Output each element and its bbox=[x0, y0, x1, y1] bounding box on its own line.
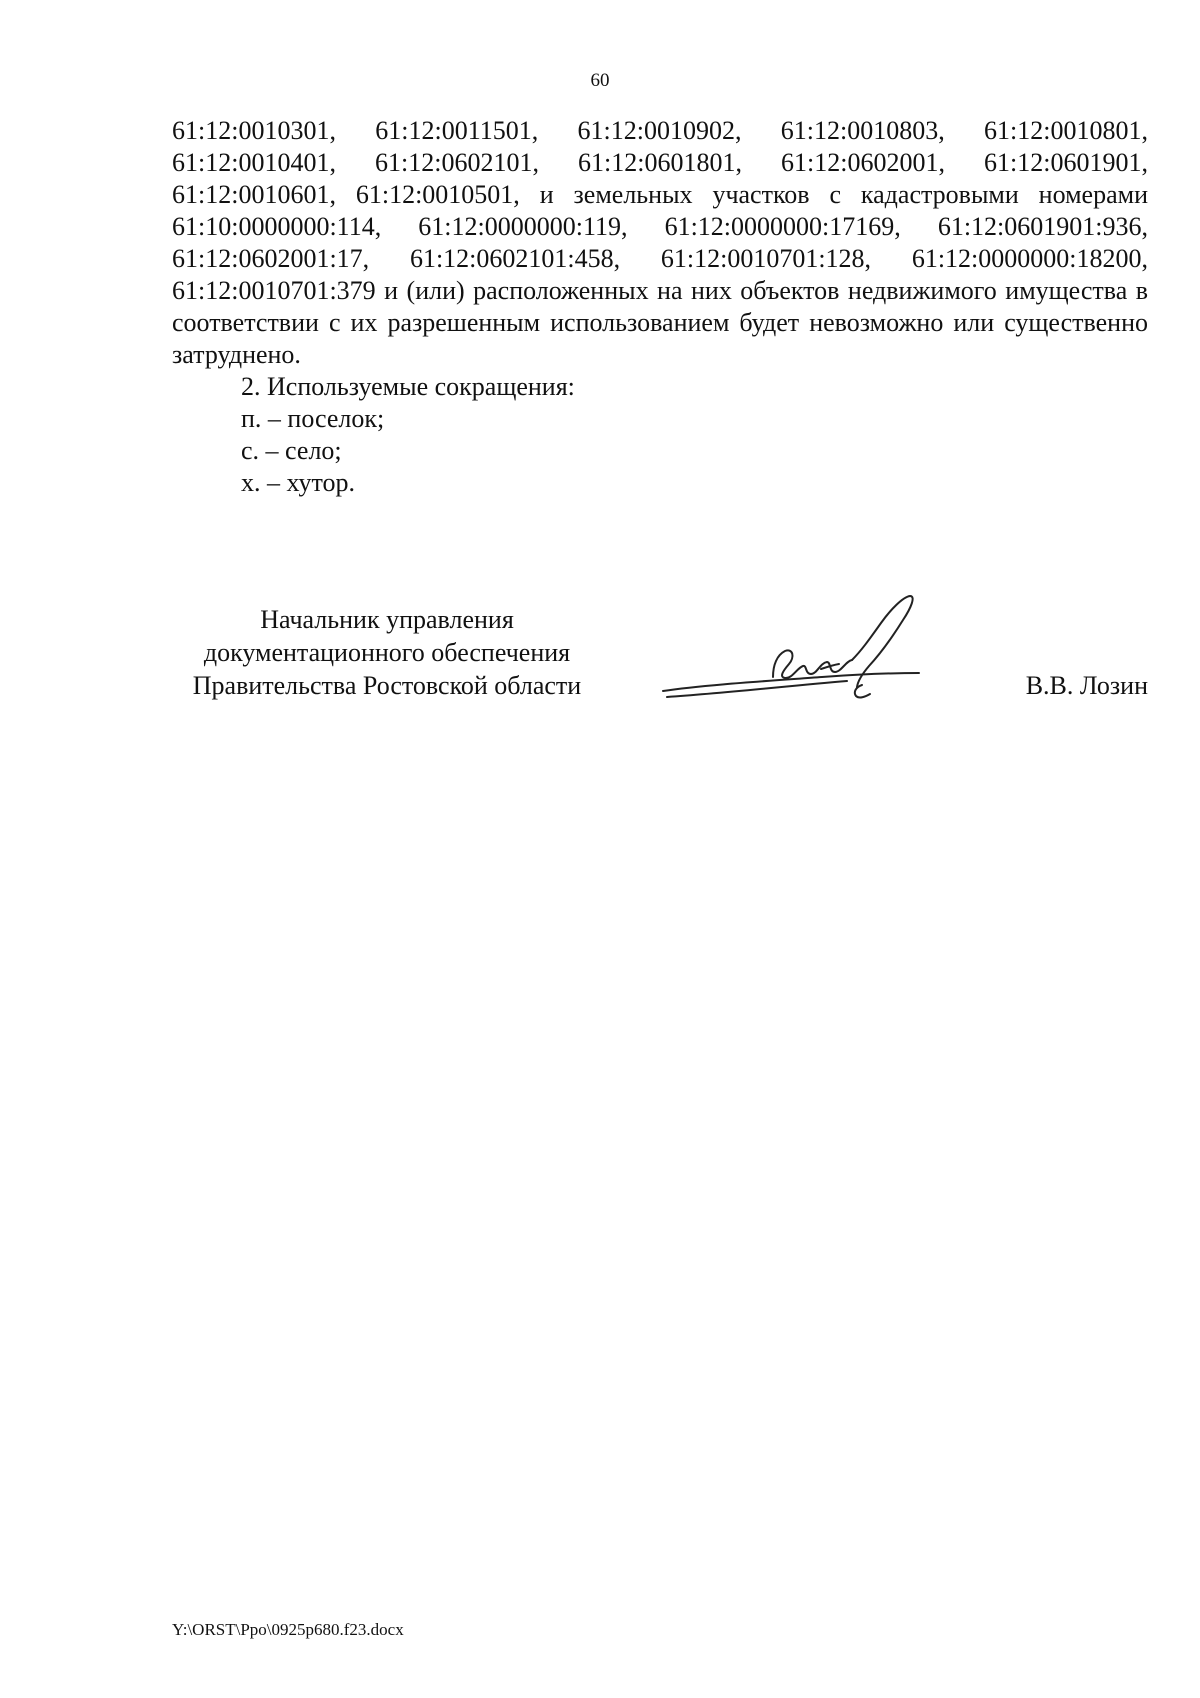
page-number: 60 bbox=[590, 70, 610, 91]
footer-file-path: Y:\ORST\Ppo\0925p680.f23.docx bbox=[172, 1620, 404, 1639]
abbreviation-item: х. – хутор. bbox=[241, 468, 356, 497]
abbreviation-item: п. – поселок; bbox=[241, 404, 385, 433]
signer-title bbox=[172, 603, 602, 702]
signature-block bbox=[172, 603, 1148, 723]
document-body bbox=[172, 115, 1148, 499]
signer-name: В.В. Лозин bbox=[1025, 671, 1148, 700]
abbreviations-heading: 2. Используемые сокращения: bbox=[241, 372, 575, 401]
signer-title-line: документационного обеспечения bbox=[203, 638, 571, 667]
handwritten-signature bbox=[657, 593, 957, 713]
abbreviation-item: с. – село; bbox=[241, 436, 342, 465]
signer-title-line: Начальник управления bbox=[260, 605, 514, 634]
signer-title-line: Правительства Ростовской области bbox=[192, 671, 582, 700]
cadastral-paragraph: 61:12:0010301, 61:12:0011501, 61:12:0010902, 61:12:0010803, 61:12:0010801, 61:12:0010401, 61:12:0602101, 61:12:0601801, 61:12:0602001, 61:12:0601901, 61:12:0010601, 61:12:0010501, и земельных участков с кадастровыми номерами 61:10:0000000:114, 61:12:0000000:119, 61:12:0000000:17169, 61:12:0601901:936, 61:12:0602001:17, 61:12:0602101:458, 61:12:0010701:128, 61:12:0000000:18200, 61:12:0010701:379 и (или) расположенных на них объектов недвижимого имущества в соответствии с их разрешенным использованием будет невозможно или существенно затруднено. bbox=[172, 116, 1148, 369]
